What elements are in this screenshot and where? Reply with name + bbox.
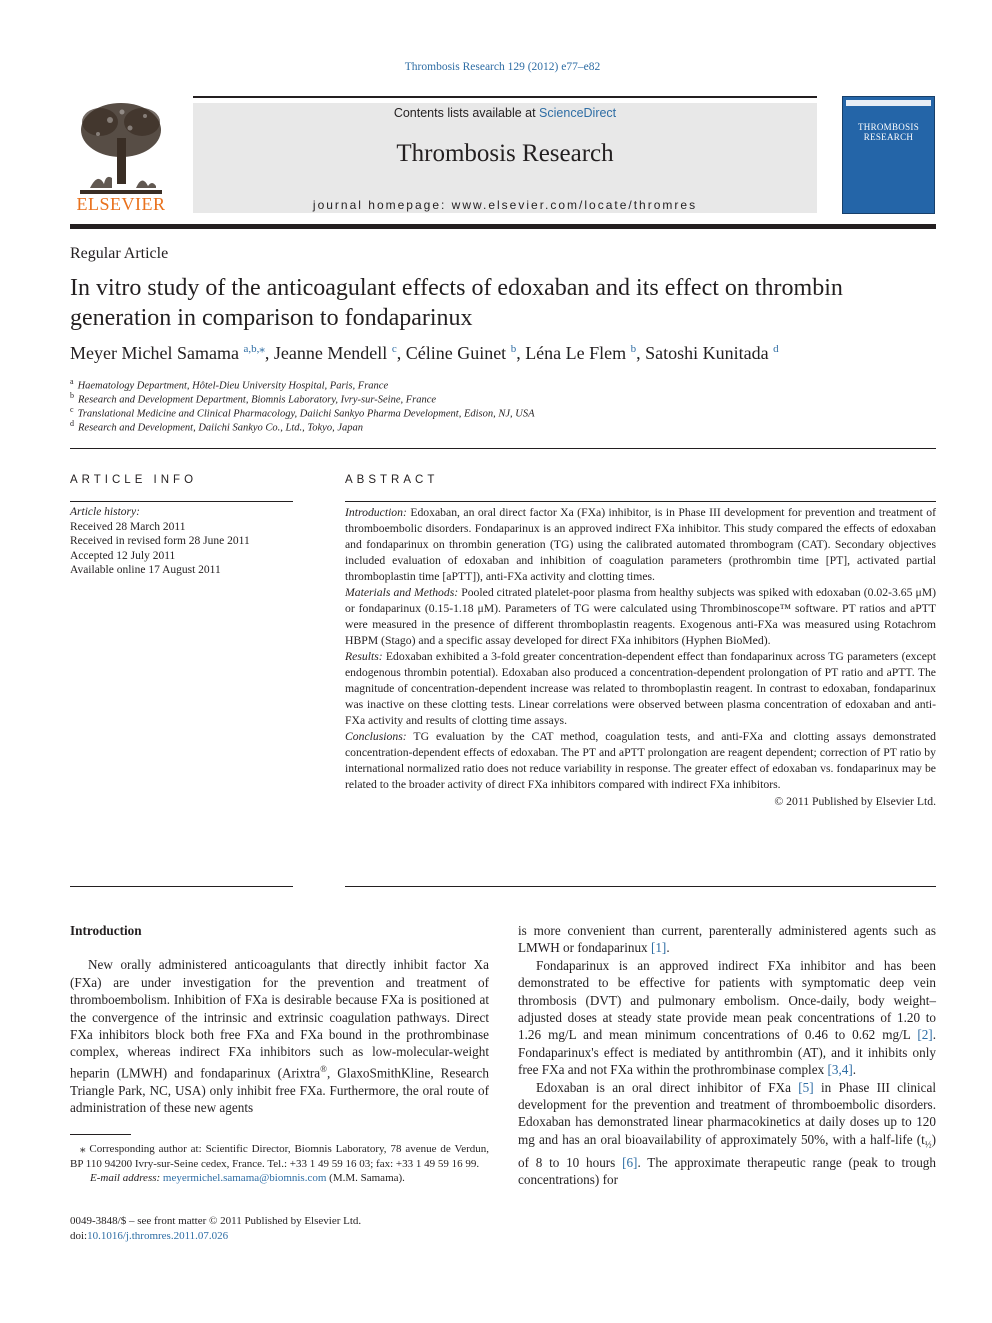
affiliation-key: b xyxy=(70,391,74,400)
abstract-copyright: © 2011 Published by Elsevier Ltd. xyxy=(774,795,936,808)
corresponding-author-footnote xyxy=(70,1142,489,1186)
history-received: Received 28 March 2011 xyxy=(70,520,186,533)
email-link[interactable]: meyermichel.samama@biomnis.com xyxy=(162,1172,327,1184)
footnote-marker: ⁎ xyxy=(80,1143,86,1155)
body-text: Fondaparinux is an approved indirect FXa inhibitor and has been demonstrated to be effective for patients with symptomatic deep vein thrombosis (DVT) and pulmonary embolism. Once-daily, body weight–adjusted doses at steady state provide mean peak concentrations of 1.20 to 1.26 mg/L and mean minimum concentrations of 0.46 to 0.62 mg/L xyxy=(518,957,936,1043)
abstract-section-label: Conclusions: xyxy=(345,730,407,743)
journal-homepage-line xyxy=(193,198,817,212)
article-info-rule xyxy=(70,501,293,502)
body-right-column xyxy=(518,922,936,1189)
affiliation-text: Haematology Department, Hôtel-Dieu University Hospital, Paris, France xyxy=(77,380,389,392)
front-matter-info xyxy=(70,1214,361,1243)
history-label: Article history: xyxy=(70,506,140,518)
footnote-rule xyxy=(70,1134,131,1135)
footnote-text: Corresponding author at: Scientific Director, Biomnis Laboratory, 78 avenue de Verdun, BP 110 94200 Ivry-sur-Seine cedex, France. Tel.: +33 1 49 59 16 03; fax: +33 1 49 59 16 99. xyxy=(70,1143,489,1170)
abstract-conclusions xyxy=(345,729,936,793)
abstract-methods xyxy=(345,585,936,649)
history-online: Available online 17 August 2011 xyxy=(70,564,221,576)
body-text: . The approximate therapeutic range (peak to trough concentrations) for xyxy=(518,1154,936,1188)
half-subscript: ½ xyxy=(924,1139,932,1150)
author-name[interactable]: Satoshi Kunitada xyxy=(645,343,769,363)
body-text: . xyxy=(852,1062,857,1078)
sciencedirect-link[interactable]: ScienceDirect xyxy=(539,106,617,120)
affiliation xyxy=(70,405,936,420)
body-text: . Fondaparinux's effect is mediated by antithrombin (AT), and it inhibits only free FXa and not FXa within the prothrombinase complex xyxy=(518,1027,936,1078)
tree-icon xyxy=(70,100,172,195)
author-affiliation-marker[interactable]: b xyxy=(510,343,517,355)
article-info-heading: ARTICLE INFO xyxy=(70,474,198,486)
reference-link[interactable]: [1] xyxy=(650,940,667,956)
article-type: Regular Article xyxy=(70,245,169,262)
article-history xyxy=(70,505,293,578)
body-text: is more convenient than current, parenterally administered agents such as LMWH or fondaparinux xyxy=(518,923,936,956)
affiliation xyxy=(70,391,936,406)
doi-link[interactable]: 10.1016/j.thromres.2011.07.026 xyxy=(87,1229,229,1242)
corresponding-author-marker[interactable]: ⁎ xyxy=(259,343,265,355)
issn-line: 0049-3848/$ – see front matter © 2011 Published by Elsevier Ltd. xyxy=(70,1215,362,1227)
abstract-section-text: Edoxaban exhibited a 3-fold greater concentration-dependent effect than fondaparinux across TG parameters (except endogenous thrombin potential). Edoxaban also produced a concentration-dependent prolongation of PT ratio and aPTT. The magnitude of concentration-dependent increase was related to thromboplastin reagent. In contrast to edoxaban, fondaparinux was inactive on these clotting tests. Linear correlations were observed between plasma concentration of edoxaban and anti-FXa activity and results of clotting time assays. xyxy=(345,650,936,727)
author-name[interactable]: Meyer Michel Samama xyxy=(70,343,239,363)
article-info-bottom-rule xyxy=(70,886,293,887)
article-title: In vitro study of the anticoagulant effects of edoxaban and its effect on thrombin generation in comparison to fondaparinux xyxy=(70,275,843,331)
history-accepted: Accepted 12 July 2011 xyxy=(70,549,176,562)
body-text: New orally administered anticoagulants that directly inhibit factor Xa (FXa) are under investigation for the prevention and treatment of thromboembolism. Inhibition of FXa is desirable because FXa is positioned at the convergence of the intrinsic and extrinsic coagulation pathways. Direct FXa inhibitors block both free FXa and FXa bound in the prothrombinase complex, whereas indirect FXa inhibitors such as low-molecular-weight heparin (LMWH) and fondaparinux (Arixtra xyxy=(70,957,489,1081)
body-left-column xyxy=(70,922,489,1116)
abstract-body xyxy=(345,505,936,810)
author-name[interactable]: Léna Le Flem xyxy=(525,343,627,363)
homepage-url-link[interactable]: www.elsevier.com/locate/thromres xyxy=(451,198,698,212)
doi-prefix: doi: xyxy=(70,1229,88,1242)
body-paragraph xyxy=(518,1079,936,1189)
affiliation-key: d xyxy=(70,419,74,428)
introduction-heading: Introduction xyxy=(70,923,142,938)
abstract-section-label: Introduction: xyxy=(345,506,407,519)
abstract-results xyxy=(345,649,936,729)
elsevier-wordmark: ELSEVIER xyxy=(76,194,166,214)
contents-prefix: Contents lists available at xyxy=(393,106,540,120)
body-text: , GlaxoSmithKline, Research Triangle Park, NC, USA) only inhibit free FXa. Furthermore, the oral route of administration of these new agents xyxy=(70,1065,489,1116)
abstract-section-text: Pooled citrated platelet-poor plasma from healthy subjects was spiked with edoxaban (0.02-3.65 μM) or fondaparinux (0.15-1.18 μM). Parameters of TG were calculated using Thrombinoscope™ software. PT ratios and aPTT were measured in the presence of different thromboplastin reagents. Exogenous anti-FXa was measured using Rotachrom HBPM (Stago) and a specific assay developed for direct FXa inhibitors (Hyphen BioMed). xyxy=(345,586,936,647)
abstract-heading: ABSTRACT xyxy=(345,474,439,486)
affiliation-key: a xyxy=(70,377,74,386)
body-text: ) of 8 to 10 hours xyxy=(518,1131,936,1170)
contents-availability-line xyxy=(193,106,817,120)
abstract-section-label: Results: xyxy=(345,650,383,663)
cover-header-stripe xyxy=(846,100,931,106)
affiliation xyxy=(70,419,936,434)
journal-title: Thrombosis Research xyxy=(396,140,614,167)
reference-link[interactable]: [3,4] xyxy=(827,1062,853,1078)
body-text: . xyxy=(666,940,670,956)
author-name[interactable]: Jeanne Mendell xyxy=(273,343,388,363)
header-rule xyxy=(70,224,936,229)
journal-cover-thumbnail[interactable] xyxy=(842,96,935,214)
abstract-section-text: TG evaluation by the CAT method, coagulation tests, and anti-FXa and clotting assays demonstrated concentration-dependent effects of edoxaban. The PT and aPTT prolongation are reagent dependent; correction of PT ratio by international normalized ratio does not reduce variability in response. The greater effect of edoxaban vs. fondaparinux may be related to the broader activity of direct FXa inhibitors compared with indirect FXa inhibitors. xyxy=(345,730,936,791)
author-name[interactable]: Céline Guinet xyxy=(405,343,507,363)
abstract-section-label: Materials and Methods: xyxy=(345,586,459,599)
registered-mark: ® xyxy=(320,1063,327,1074)
affiliation-key: c xyxy=(70,405,74,414)
email-owner: (M.M. Samama). xyxy=(326,1172,405,1184)
affiliations-rule xyxy=(70,448,936,449)
body-paragraph xyxy=(518,957,936,1079)
abstract-rule xyxy=(345,501,936,502)
footnote-address xyxy=(70,1142,489,1171)
author-affiliation-marker[interactable]: d xyxy=(773,343,779,355)
abstract-bottom-rule xyxy=(345,886,936,887)
body-paragraph xyxy=(518,922,936,957)
footnote-email-line xyxy=(70,1171,489,1186)
author-affiliation-marker[interactable]: a,b, xyxy=(243,343,260,355)
email-label: E-mail address: xyxy=(90,1172,161,1184)
history-revised: Received in revised form 28 June 2011 xyxy=(70,535,250,547)
author-affiliation-marker[interactable]: c xyxy=(391,343,397,355)
doi-line xyxy=(70,1229,361,1244)
affiliation-text: Research and Development Department, Biomnis Laboratory, Ivry-sur-Seine, France xyxy=(78,394,437,406)
author-affiliation-marker[interactable]: b xyxy=(630,343,637,355)
author-list: Meyer Michel Samama $^{a,b,⁎}$, Jeanne Mendell $^c$, Céline Guinet $^b$, Léna Le Flem $^b$, Satoshi Kunitada $^d$ xyxy=(70,343,779,363)
reference-link[interactable]: [2] xyxy=(917,1027,933,1043)
affiliation-text: Translational Medicine and Clinical Pharmacology, Daiichi Sankyo Pharma Development, Edison, NJ, USA xyxy=(77,408,535,420)
banner-top-rule xyxy=(193,96,817,98)
reference-link[interactable]: [6] xyxy=(622,1154,638,1170)
abstract-section-text: Edoxaban, an oral direct factor Xa (FXa) inhibitor, is in Phase III development for prevention and treatment of thromboembolic disorders. Fondaparinux is an approved indirect FXa inhibitor. This study compared the effects of edoxaban and fondaparinux on thrombin generation (TG) using the calibrated automated thrombogram (CAT). Secondary objectives included evaluation of edoxaban and inhibition of coagulation parameters (prothrombin time [PT], activated partial thromboplastin time [aPTT]), anti-FXa activity and clotting times. xyxy=(345,506,936,583)
affiliation-text: Research and Development, Daiichi Sankyo Co., Ltd., Tokyo, Japan xyxy=(78,422,364,434)
body-paragraph xyxy=(70,956,489,1116)
body-text: Edoxaban is an oral direct inhibitor of FXa xyxy=(536,1079,799,1095)
body-text: in Phase III clinical development for the prevention and treatment of thromboembolic disorders. Edoxaban has demonstrated linear pharmacokinetics at daily doses up to 120 mg and has an oral bioavailability of approximately 50%, with a half-life (t xyxy=(518,1079,936,1147)
affiliation xyxy=(70,377,936,392)
abstract-introduction xyxy=(345,505,936,585)
reference-link[interactable]: [5] xyxy=(798,1079,814,1095)
journal-citation-link[interactable]: Thrombosis Research 129 (2012) e77–e82 xyxy=(404,61,601,73)
cover-title: THROMBOSIS RESEARCH xyxy=(857,122,919,142)
homepage-prefix: journal homepage: xyxy=(312,198,452,212)
